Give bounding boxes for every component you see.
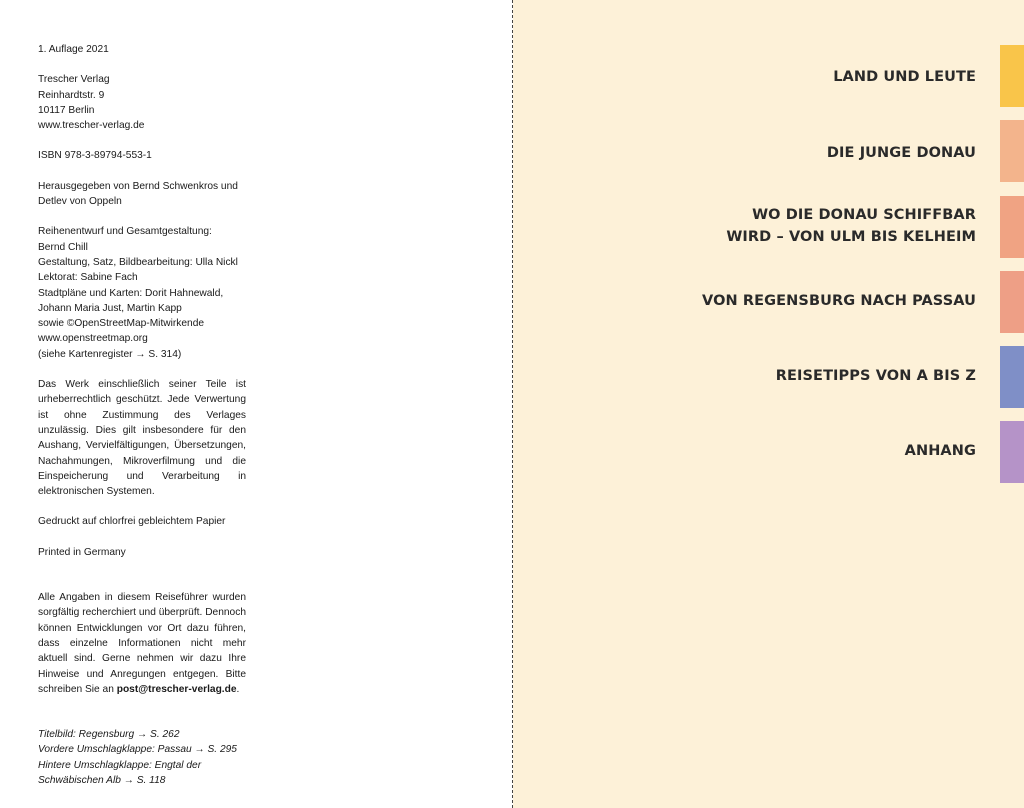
publisher-city: 10117 Berlin: [38, 104, 95, 116]
printed-in-text: Printed in Germany: [38, 546, 126, 558]
credits-text: [38, 224, 246, 362]
paper-note: Gedruckt auf chlorfrei gebleichtem Papier: [38, 516, 226, 528]
publisher-website: www.trescher-verlag.de: [38, 120, 145, 132]
credits-line: Bernd Chill: [38, 241, 88, 253]
toc-item-label: WO DIE DONAU SCHIFFBAR: [752, 207, 976, 223]
toc-item-label: REISETIPPS VON A BIS Z: [775, 368, 976, 384]
toc-item-label: LAND UND LEUTE: [833, 69, 976, 85]
disclaimer-text: [38, 590, 246, 697]
section-tab-junge-donau[interactable]: [1000, 120, 1024, 182]
credits-line: Reihenentwurf und Gesamtgestaltung:: [38, 226, 212, 238]
toc-item-reisetipps[interactable]: [776, 365, 976, 387]
contents-page: [513, 0, 1024, 808]
toc-item-regensburg-passau[interactable]: [702, 290, 976, 312]
toc-item-label: DIE JUNGE DONAU: [826, 145, 976, 161]
section-tab-ulm-bis-kelheim[interactable]: [1000, 196, 1024, 258]
section-tab-land-und-leute[interactable]: [1000, 45, 1024, 107]
image-credit-line: Schwäbischen Alb → S. 118: [38, 774, 166, 786]
credits-line: Gestaltung, Satz, Bildbearbeitung: Ulla Nickl: [38, 256, 238, 268]
image-credit-line: Vordere Umschlagklappe: Passau → S. 295: [38, 744, 237, 756]
toc-item-label: WIRD – VON ULM BIS KELHEIM: [726, 229, 976, 245]
disclaimer-body: Alle Angaben in diesem Reiseführer wurden sorgfältig recherchiert und überprüft. Dennoch können Entwicklungen vor Ort dazu führen, dass einzelne Informationen nicht mehr aktuell sind. Gerne nehmen wir dazu Ihre Hinweise und Anregungen entgegen. Bitte schreiben Sie an: [38, 592, 246, 695]
copyright-text: Das Werk einschließlich seiner Teile ist urheberrechtlich geschützt. Jede Verwertung ist ohne Zustimmung des Verlages unzulässig. Dies gilt insbesondere für den Aushang, Vervielfältigungen, Übersetzungen, Nachahmungen, Mikroverfilmung und die Einspeicherung und Verarbeitung in elektronischen Systemen.: [38, 379, 246, 498]
disclaimer-end: .: [236, 683, 240, 695]
section-tab-reisetipps[interactable]: [1000, 346, 1024, 408]
isbn-text: ISBN 978-3-89794-553-1: [38, 150, 152, 162]
publisher-street: Reinhardtstr. 9: [38, 89, 105, 101]
section-tab-anhang[interactable]: [1000, 421, 1024, 483]
image-credit-line: Titelbild: Regensburg → S. 262: [38, 729, 180, 741]
credits-line: Stadtpläne und Karten: Dorit Hahnewald,: [38, 287, 224, 299]
toc-item-land-und-leute[interactable]: [833, 66, 976, 88]
image-credits: [38, 727, 246, 788]
image-credit-line: Hintere Umschlagklappe: Engtal der: [38, 759, 202, 771]
credits-line: www.openstreetmap.org: [38, 333, 148, 345]
editors-text: [38, 179, 246, 210]
section-tab-regensburg-passau[interactable]: [1000, 271, 1024, 333]
editors-line: Detlev von Oppeln: [38, 196, 122, 208]
publisher-address: [38, 72, 246, 133]
credits-line: Johann Maria Just, Martin Kapp: [38, 302, 182, 314]
publisher-name: Trescher Verlag: [38, 74, 110, 86]
toc-item-label: VON REGENSBURG NACH PASSAU: [702, 293, 976, 309]
toc-item-ulm-bis-kelheim[interactable]: [726, 204, 976, 248]
credits-line: (siehe Kartenregister → S. 314): [38, 348, 182, 360]
toc-item-junge-donau[interactable]: [827, 142, 976, 164]
credits-line: Lektorat: Sabine Fach: [38, 272, 138, 284]
editors-line: Herausgegeben von Bernd Schwenkros und: [38, 180, 238, 192]
contact-email: post@trescher-verlag.de: [116, 683, 237, 695]
credits-line: sowie ©OpenStreetMap-Mitwirkende: [38, 318, 205, 330]
imprint-block: [38, 42, 246, 788]
toc-item-anhang[interactable]: [905, 440, 976, 462]
toc-item-label: ANHANG: [904, 443, 976, 459]
edition-text: 1. Auflage 2021: [38, 44, 109, 55]
